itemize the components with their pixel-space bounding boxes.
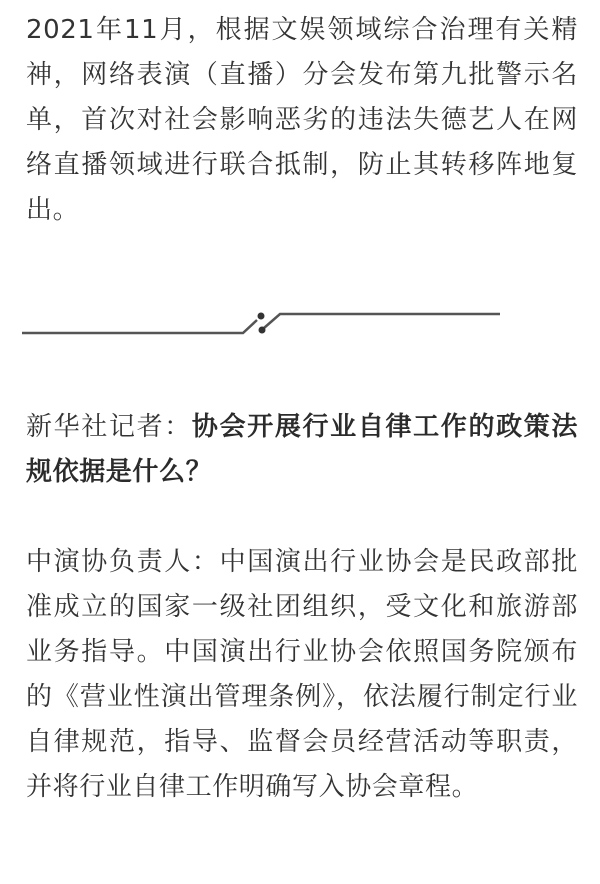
- answer-paragraph: [26, 540, 578, 810]
- question-paragraph: [26, 405, 578, 495]
- circuit-switch-divider-icon: [0, 280, 600, 370]
- intro-paragraph: 2021年11月，根据文娱领域综合治理有关精神，网络表演（直播）分会发布第九批警示名单，首次对社会影响恶劣的违法失德艺人在网络直播领域进行联合抵制，防止其转移阵地复出。: [26, 15, 578, 225]
- question-speaker: 新华社记者：: [26, 412, 192, 442]
- answer-text: 中国演出行业协会是民政部批准成立的国家一级社团组织，受文化和旅游部业务指导。中国演出行业协会依照国务院颁布的《营业性演出管理条例》，依法履行制定行业自律规范，指导、监督会员经营活动等职责，并将行业自律工作明确写入协会章程。: [26, 547, 579, 802]
- answer-speaker: 中演协负责人：: [26, 547, 220, 577]
- question-text: 协会开展行业自律工作的政策法规依据是什么？: [26, 412, 578, 487]
